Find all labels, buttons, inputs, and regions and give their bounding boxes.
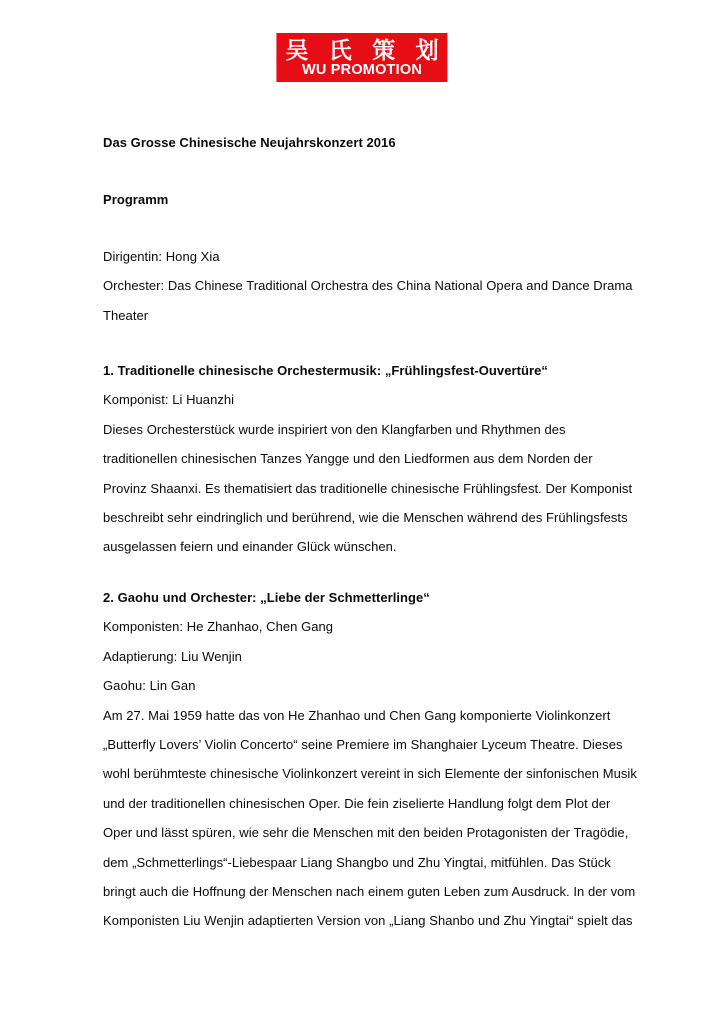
programm-heading: Programm [103, 192, 169, 207]
section-2-body-line: wohl berühmteste chinesische Violinkonzert vereint in sich Elemente der sinfonischen Musik [103, 766, 637, 782]
logo-latin-text: WU PROMOTION [301, 62, 423, 78]
document-title-block [103, 128, 663, 157]
section-1-composer: Komponist: Li Huanzhi [103, 392, 235, 408]
section-1-body-line: beschreibt sehr eindringlich und berührend, wie die Menschen während des Frühlingsfests [103, 510, 628, 526]
section-2-adaptation: Adaptierung: Liu Wenjin [103, 648, 242, 664]
orchestra-line: Orchester: Das Chinese Traditional Orchestra des China National Opera and Dance Drama [103, 278, 633, 294]
section-2-body-line: Oper und lässt spüren, wie sehr die Menschen mit den beiden Protagonisten der Tragödie, [103, 825, 629, 841]
section-1-body-line: traditionellen chinesischen Tanzes Yangge und den Liedformen aus dem Norden der [103, 451, 593, 467]
intro-block [103, 242, 663, 330]
section-1-body-line: ausgelassen feiern und einander Glück wünschen. [103, 539, 397, 555]
program-section-1 [103, 356, 663, 562]
section-2-composers: Komponisten: He Zhanhao, Chen Gang [103, 619, 334, 635]
document-title: Das Grosse Chinesische Neujahrskonzert 2016 [103, 135, 396, 150]
programm-heading-block [103, 185, 663, 214]
logo-chinese-text: 吴 氏 策 划 [285, 37, 446, 63]
section-1-body-line: Provinz Shaanxi. Es thematisiert das traditionelle chinesische Frühlingsfest. Der Komponist [103, 480, 633, 496]
wu-promotion-logo [276, 33, 447, 82]
section-2-body-line: und der traditionellen chinesischen Oper. Die fein ziselierte Handlung folgt dem Plot der [103, 795, 611, 811]
section-1-heading: 1. Traditionelle chinesische Orchestermusik: „Frühlingsfest-Ouvertüre“ [103, 363, 548, 378]
conductor-line: Dirigentin: Hong Xia [103, 249, 220, 264]
section-2-heading: 2. Gaohu und Orchester: „Liebe der Schmetterlinge“ [103, 590, 430, 605]
section-2-body-line: bringt auch die Hoffnung der Menschen nach einem guten Leben zum Ausdruck. In der vom [103, 884, 636, 900]
section-2-body-line: „Butterfly Lovers’ Violin Concerto“ seine Premiere im Shanghaier Lyceum Theatre. Dieses [103, 737, 623, 753]
orchestra-line-continued: Theater [103, 307, 149, 323]
section-2-body-line: Am 27. Mai 1959 hatte das von He Zhanhao und Chen Gang komponierte Violinkonzert [103, 707, 611, 723]
program-section-2 [103, 583, 663, 936]
section-2-body-line: dem „Schmetterlings“-Liebespaar Liang Shangbo und Zhu Yingtai, mitfühlen. Das Stück [103, 854, 611, 870]
section-2-body-line: Komponisten Liu Wenjin adaptierten Version von „Liang Shanbo und Zhu Yingtai“ spielt das [103, 913, 633, 929]
section-1-body-line: Dieses Orchesterstück wurde inspiriert von den Klangfarben und Rhythmen des [103, 421, 566, 437]
section-2-soloist: Gaohu: Lin Gan [103, 678, 196, 694]
